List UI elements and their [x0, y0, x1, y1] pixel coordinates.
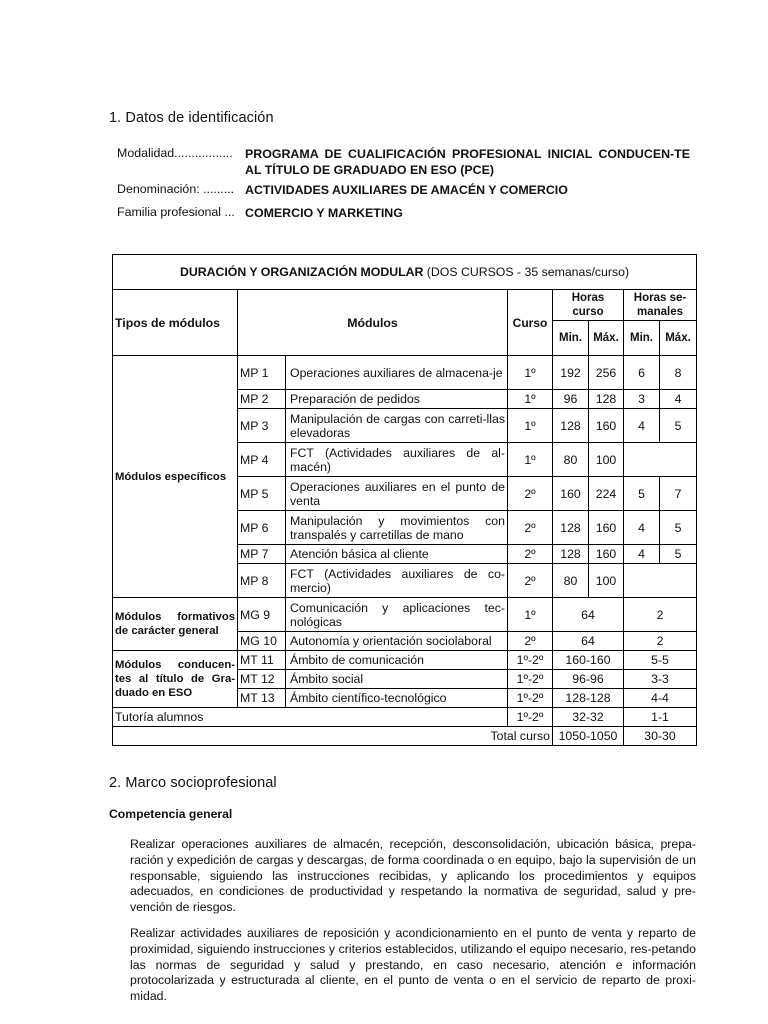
id-row-modalidad [117, 146, 690, 178]
module-curso: 1º-2º [508, 689, 553, 708]
hours-max: 224 [589, 477, 624, 511]
module-curso: 1º-2º [508, 670, 553, 689]
hours-max: 100 [589, 564, 624, 598]
id-row-familia [117, 205, 690, 221]
id-value: COMERCIO Y MARKETING [245, 206, 403, 220]
header-modulos: Módulos [238, 290, 508, 356]
hours-min: 128 [553, 409, 589, 443]
weekly-max: 5 [660, 409, 697, 443]
module-curso: 2º [508, 564, 553, 598]
weekly-min: 4 [624, 409, 660, 443]
module-curso: 1º [508, 409, 553, 443]
module-name: Manipulación y movimientos con transpalés y carretillas de mano [286, 511, 508, 545]
module-name: Comunicación y aplicaciones tec-nológicas [286, 598, 508, 632]
module-name: FCT (Actividades auxiliares de al-macén) [286, 443, 508, 477]
hours-min: 128 [553, 545, 589, 564]
weekly-total: 2 [624, 598, 697, 632]
weekly-empty [624, 443, 697, 477]
module-code: MP 4 [238, 443, 286, 477]
weekly-total: 5-5 [624, 651, 697, 670]
module-name: Autonomía y orientación sociolaboral [286, 632, 508, 651]
hours-total: 96-96 [553, 670, 624, 689]
module-code: MG 9 [238, 598, 286, 632]
total-horas: 1050-1050 [553, 727, 624, 746]
group-conducentes: Módulos conducen-tes al título de Gra-duado en ESO [113, 651, 238, 708]
hours-min: 96 [553, 390, 589, 409]
module-code: MP 3 [238, 409, 286, 443]
paragraph-2: Realizar actividades auxiliares de reposición y acondicionamiento en el punto de venta y reparto de proximidad, siguiendo instrucciones y criterios establecidos, utilizando el equipo necesario, res-petando las normas de seguridad y salud y prestando, en caso necesario, atención e información protocolarizada y estructurada al cliente, en el punto de venta o en el servicio de reparto de proxi-midad. [130, 926, 696, 1004]
paragraph-1: Realizar operaciones auxiliares de almacén, recepción, desconsolidación, ubicación básica, prepa-ración y expedición de cargas y descargas, de forma coordinada o en equipo, bajo la supervisión de un responsable, siguiendo las instrucciones recibidas, y aplicando los procedimientos y equipos adecuados, en condiciones de productividad y respetando la normativa de seguridad, salud y pre-vención de riesgos. [130, 837, 696, 915]
hours-max: 160 [589, 545, 624, 564]
hours-min: 80 [553, 564, 589, 598]
table-row [113, 356, 697, 390]
modular-table [112, 254, 697, 746]
tutoria-sem: 1-1 [624, 708, 697, 727]
hours-max: 256 [589, 356, 624, 390]
weekly-total: 3-3 [624, 670, 697, 689]
hours-max: 160 [589, 409, 624, 443]
total-sem: 30-30 [624, 727, 697, 746]
weekly-total: 2 [624, 632, 697, 651]
weekly-total: 4-4 [624, 689, 697, 708]
module-name: Operaciones auxiliares de almacena-je [286, 356, 508, 390]
group-especificos: Módulos específicos [113, 356, 238, 598]
id-label: Modalidad................. [117, 146, 233, 160]
module-name: Ámbito de comunicación [286, 651, 508, 670]
module-code: MP 1 [238, 356, 286, 390]
tutoria-curso: 1º-2º [508, 708, 553, 727]
section2-title: 2. Marco socioprofesional [109, 775, 277, 791]
table-title-bold: DURACIÓN Y ORGANIZACIÓN MODULAR [179, 265, 424, 279]
module-code: MT 11 [238, 651, 286, 670]
table-title-normal: (DOS CURSOS - 35 semanas/curso) [426, 265, 630, 279]
hours-min: 80 [553, 443, 589, 477]
module-code: MP 7 [238, 545, 286, 564]
table-title [113, 255, 697, 290]
module-code: MG 10 [238, 632, 286, 651]
group-formativos: Módulos formativos de carácter general [113, 598, 238, 651]
header-horas-curso: Horas curso [553, 290, 624, 321]
module-name: Ámbito científico-tecnológico [286, 689, 508, 708]
module-code: MT 12 [238, 670, 286, 689]
module-curso: 1º [508, 390, 553, 409]
table-row [113, 598, 697, 632]
hours-min: 128 [553, 511, 589, 545]
module-code: MP 2 [238, 390, 286, 409]
hours-min: 192 [553, 356, 589, 390]
module-curso: 1º [508, 443, 553, 477]
id-value: ACTIVIDADES AUXILIARES DE AMACÉN Y COMERCIO [245, 183, 568, 197]
section1-title: 1. Datos de identificación [109, 110, 274, 126]
tutoria-label: Tutoría alumnos [113, 708, 508, 727]
header-min-sem: Min. [624, 321, 660, 356]
module-curso: 2º [508, 511, 553, 545]
tutoria-horas: 32-32 [553, 708, 624, 727]
weekly-max: 4 [660, 390, 697, 409]
header-max-sem: Máx. [660, 321, 697, 356]
weekly-max: 8 [660, 356, 697, 390]
hours-total: 160-160 [553, 651, 624, 670]
header-tipos: Tipos de módulos [113, 290, 238, 356]
id-label: Familia profesional ... [117, 205, 235, 219]
weekly-max: 5 [660, 545, 697, 564]
weekly-min: 4 [624, 511, 660, 545]
weekly-min: 3 [624, 390, 660, 409]
module-name: Preparación de pedidos [286, 390, 508, 409]
weekly-min: 6 [624, 356, 660, 390]
hours-max: 128 [589, 390, 624, 409]
module-curso: 2º [508, 477, 553, 511]
section2-subtitle: Competencia general [109, 807, 233, 821]
table-row-tutoria [113, 708, 697, 727]
module-code: MP 5 [238, 477, 286, 511]
hours-total: 128-128 [553, 689, 624, 708]
module-code: MP 6 [238, 511, 286, 545]
header-min: Min. [553, 321, 589, 356]
module-code: MP 8 [238, 564, 286, 598]
id-label: Denominación: ......... [117, 182, 235, 196]
header-curso: Curso [508, 290, 553, 356]
module-curso: 1º [508, 598, 553, 632]
module-curso: 1º [508, 356, 553, 390]
header-horas-semanales: Horas se-manales [624, 290, 697, 321]
module-name: Manipulación de cargas con carreti-llas elevadoras [286, 409, 508, 443]
table-row [113, 651, 697, 670]
id-row-denominacion [117, 182, 690, 198]
module-name: Atención básica al cliente [286, 545, 508, 564]
id-value: PROGRAMA DE CUALIFICACIÓN PROFESIONAL INICIAL CONDUCEN-TE AL TÍTULO DE GRADUADO EN ESO (PCE) [245, 147, 690, 177]
total-label: Total curso [113, 727, 553, 746]
module-code: MT 13 [238, 689, 286, 708]
module-name: Operaciones auxiliares en el punto de venta [286, 477, 508, 511]
hours-max: 100 [589, 443, 624, 477]
weekly-min: 5 [624, 477, 660, 511]
module-curso: 2º [508, 632, 553, 651]
weekly-max: 7 [660, 477, 697, 511]
weekly-max: 5 [660, 511, 697, 545]
hours-max: 160 [589, 511, 624, 545]
module-name: Ámbito social [286, 670, 508, 689]
module-curso: 2º [508, 545, 553, 564]
module-name: FCT (Actividades auxiliares de co-mercio) [286, 564, 508, 598]
weekly-min: 4 [624, 545, 660, 564]
hours-total: 64 [553, 632, 624, 651]
hours-min: 160 [553, 477, 589, 511]
weekly-empty [624, 564, 697, 598]
header-max: Máx. [589, 321, 624, 356]
hours-total: 64 [553, 598, 624, 632]
table-row-total [113, 727, 697, 746]
module-curso: 1º-2º [508, 651, 553, 670]
